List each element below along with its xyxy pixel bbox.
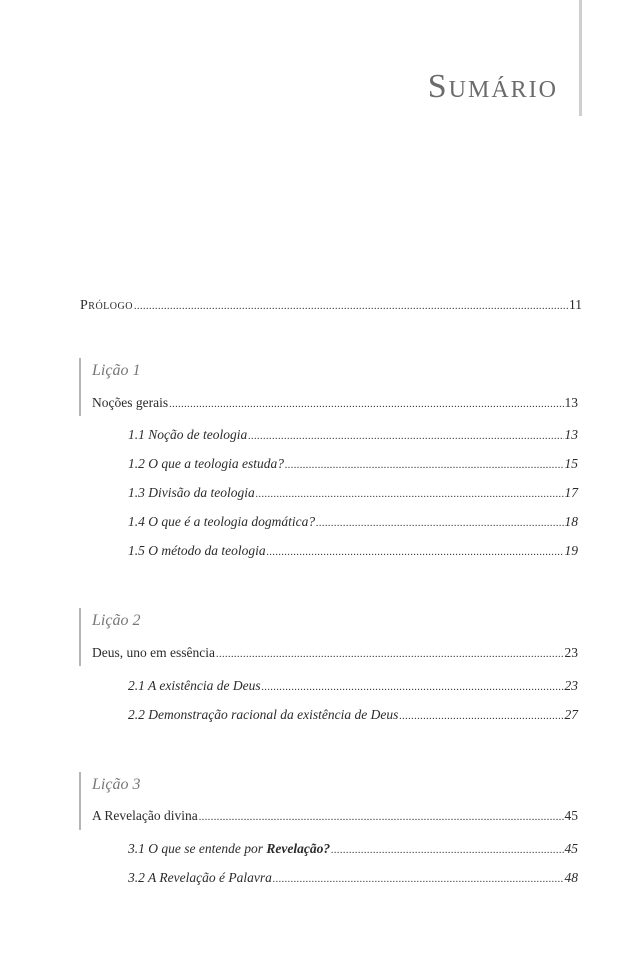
toc-entry-1-5[interactable] xyxy=(128,542,578,562)
toc-entry-3-2[interactable] xyxy=(128,869,578,889)
lesson-1-title: Lição 1 xyxy=(92,362,141,379)
page-title: Sumário xyxy=(427,68,558,105)
toc-page-number: 15 xyxy=(564,456,578,471)
toc-entry-label: 1.1 Noção de teologia xyxy=(128,427,248,442)
toc-entry-label: 3.2 A Revelação é Palavra xyxy=(128,870,272,885)
toc-leader-dots xyxy=(169,396,563,414)
toc-entry-lesson-1[interactable] xyxy=(92,394,578,414)
toc-entry-label: 1.4 O que é a teologia dogmática? xyxy=(128,514,316,529)
toc-entry-label-prefix: 3.1 O que se entende por xyxy=(128,841,263,856)
toc-entry-label xyxy=(128,840,330,858)
toc-leader-dots xyxy=(399,708,563,726)
toc-leader-dots xyxy=(285,457,564,475)
toc-page-number: 11 xyxy=(569,297,582,312)
toc-entry-label: 1.2 O que a teologia estuda? xyxy=(128,456,284,471)
toc-entry-label: 2.1 A existência de Deus xyxy=(128,678,261,693)
toc-entry-3-1[interactable] xyxy=(128,840,578,860)
toc-leader-dots xyxy=(256,486,564,504)
toc-entry-label: Prólogo xyxy=(80,298,133,313)
header-vertical-rule xyxy=(579,0,582,116)
toc-page-number: 27 xyxy=(564,707,578,722)
toc-page-number: 48 xyxy=(564,870,578,885)
lesson-2-bar xyxy=(79,608,81,666)
toc-entry-lesson-2[interactable] xyxy=(92,644,578,664)
toc-page-number: 23 xyxy=(564,678,578,693)
toc-leader-dots xyxy=(199,809,564,827)
toc-entry-label: 1.3 Divisão da teologia xyxy=(128,485,255,500)
toc-entry-1-2[interactable] xyxy=(128,455,578,475)
toc-leader-dots xyxy=(273,871,564,889)
toc-leader-dots xyxy=(316,515,563,533)
lesson-2-title: Lição 2 xyxy=(92,612,141,629)
toc-entry-label: 1.5 O método da teologia xyxy=(128,543,266,558)
lesson-3-bar xyxy=(79,772,81,830)
toc-entry-label: 2.2 Demonstração racional da existência de Deus xyxy=(128,707,399,722)
toc-leader-dots xyxy=(262,679,564,697)
toc-page-number: 23 xyxy=(564,645,578,660)
toc-page-number: 17 xyxy=(564,485,578,500)
toc-page-number: 45 xyxy=(564,841,578,856)
toc-entry-1-3[interactable] xyxy=(128,484,578,504)
toc-leader-dots xyxy=(267,544,564,562)
lesson-1-bar xyxy=(79,358,81,416)
lesson-3-title: Lição 3 xyxy=(92,776,141,793)
toc-entry-1-4[interactable] xyxy=(128,513,578,533)
toc-entry-2-2[interactable] xyxy=(128,706,578,726)
toc-entry-2-1[interactable] xyxy=(128,677,578,697)
toc-entry-label: Deus, uno em essência xyxy=(92,645,215,660)
toc-leader-dots xyxy=(216,646,564,664)
toc-entry-prologue[interactable] xyxy=(80,296,582,316)
toc-leader-dots xyxy=(248,428,563,446)
toc-page-number: 13 xyxy=(564,395,578,410)
toc-leader-dots xyxy=(134,298,568,316)
toc-entry-1-1[interactable] xyxy=(128,426,578,446)
toc-leader-dots xyxy=(331,842,563,860)
toc-page-number: 45 xyxy=(564,808,578,823)
toc-entry-label-emphasis: Revelação? xyxy=(266,841,331,856)
toc-page-number: 19 xyxy=(564,543,578,558)
toc-entry-label: A Revelação divina xyxy=(92,808,198,823)
toc-entry-label: Noções gerais xyxy=(92,395,169,410)
toc-page-number: 13 xyxy=(564,427,578,442)
toc-page-number: 18 xyxy=(564,514,578,529)
toc-entry-lesson-3[interactable] xyxy=(92,807,578,827)
